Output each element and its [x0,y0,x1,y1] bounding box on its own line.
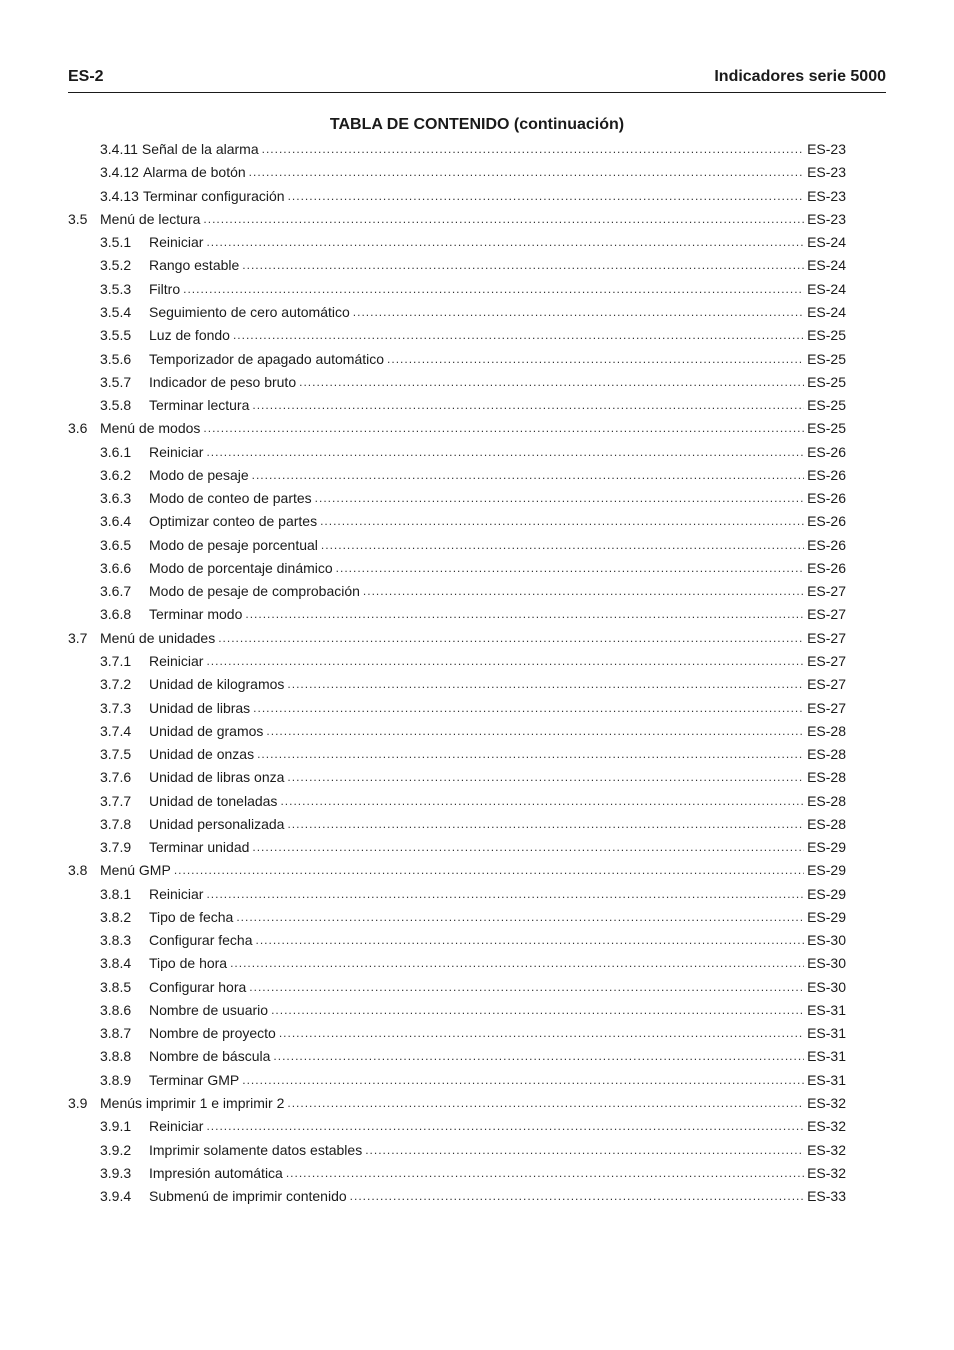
toc-entry [68,138,846,161]
toc-entry-label: Modo de pesaje porcentual [149,536,318,553]
dot-leader [203,417,804,440]
toc-entry [68,696,846,719]
toc-entry [68,440,846,463]
toc-entry-number: 3.7.3 [100,699,132,716]
toc-entry-page: ES-30 [807,932,846,949]
toc-entry-page: ES-25 [807,397,846,414]
toc-entry [68,1069,846,1092]
toc-entry-label: Unidad de toneladas [149,792,278,809]
dot-leader [249,976,804,999]
dot-leader [350,1185,804,1208]
toc-entry-page: ES-27 [807,676,846,693]
dot-leader [287,1092,804,1115]
toc-entry-label: Señal de la alarma [141,141,259,158]
toc-entry-label: Luz de fondo [149,327,230,344]
dot-leader [273,1045,804,1068]
dot-leader [218,627,804,650]
toc-entry-page: ES-23 [807,164,846,181]
toc-entry-label: Terminar lectura [149,397,250,414]
toc-entry [68,789,846,812]
dot-leader [183,278,804,301]
toc-entry-number: 3.6.8 [100,606,132,623]
dot-leader [206,650,804,673]
toc-entry [68,836,846,859]
toc-entry-number: 3.7.4 [100,722,132,739]
toc-entry [68,464,846,487]
toc-entry-page: ES-27 [807,629,846,646]
dot-leader [245,603,804,626]
toc-entry [68,673,846,696]
toc-entry [68,580,846,603]
dot-leader [174,859,804,882]
toc-entry-number: 3.7.6 [100,769,132,786]
toc-entry-page: ES-29 [807,862,846,879]
page-header [68,66,886,93]
toc-entry-number: 3.6.4 [100,513,132,530]
toc-entry [68,976,846,999]
toc-entry-label: Unidad personalizada [149,815,285,832]
table-of-contents [68,138,846,1208]
dot-leader [233,324,804,347]
toc-entry-page: ES-24 [807,303,846,320]
toc-entry-page: ES-28 [807,722,846,739]
toc-entry-page: ES-32 [807,1118,846,1135]
toc-entry-label: Configurar hora [149,978,247,995]
dot-leader [256,929,805,952]
dot-leader [230,952,804,975]
toc-entry-page: ES-24 [807,280,846,297]
toc-entry-page: ES-23 [807,141,846,158]
toc-entry-label: Rango estable [149,257,240,274]
dot-leader [253,697,804,720]
toc-entry-number: 3.8.8 [100,1048,132,1065]
dot-leader [257,743,804,766]
toc-entry-label: Menú de lectura [100,210,201,227]
toc-entry-page: ES-24 [807,234,846,251]
toc-entry [68,766,846,789]
toc-entry-number: 3.4.12 [100,164,139,181]
toc-entry-label: Unidad de libras onza [149,769,285,786]
toc-entry [68,906,846,929]
toc-entry-number: 3.6.1 [100,443,132,460]
toc-entry-number: 3.9.3 [100,1164,132,1181]
toc-entry-label: Tipo de hora [149,955,228,972]
dot-leader [353,301,804,324]
dot-leader [236,906,804,929]
toc-entry-number: 3.5.2 [100,257,132,274]
dot-leader [321,534,804,557]
toc-entry-number: 3.8.2 [100,908,132,925]
dot-leader [249,161,804,184]
dot-leader [363,580,804,603]
dot-leader [262,138,804,161]
toc-entry [68,371,846,394]
toc-entry-number: 3.8.9 [100,1071,132,1088]
toc-entry-number: 3.6.6 [100,559,132,576]
toc-entry-page: ES-33 [807,1188,846,1205]
dot-leader [315,487,804,510]
toc-entry-number: 3.7.9 [100,839,132,856]
toc-entry [68,952,846,975]
toc-entry [68,627,846,650]
toc-entry-page: ES-29 [807,839,846,856]
dot-leader [286,1162,804,1185]
toc-entry-number: 3.6.5 [100,536,132,553]
toc-entry-page: ES-27 [807,606,846,623]
toc-entry [68,254,846,277]
toc-entry-label: Reiniciar [149,1118,204,1135]
dot-leader [206,1115,804,1138]
dot-leader [203,208,804,231]
toc-entry-label: Seguimiento de cero automático [149,303,350,320]
toc-entry-label: Reiniciar [149,885,204,902]
toc-entry [68,324,846,347]
toc-entry-number: 3.7.7 [100,792,132,809]
dot-leader [206,231,804,254]
document-title: Indicadores serie 5000 [714,68,886,85]
toc-entry-label: Unidad de libras [149,699,251,716]
toc-entry-label: Reiniciar [149,443,204,460]
dot-leader [279,1022,804,1045]
toc-entry-number: 3.7 [68,629,88,646]
toc-entry-number: 3.5.7 [100,373,132,390]
toc-entry-number: 3.7.5 [100,746,132,763]
dot-leader [242,1069,804,1092]
toc-entry-label: Menú de unidades [100,629,216,646]
toc-entry-page: ES-26 [807,536,846,553]
toc-entry-page: ES-30 [807,978,846,995]
toc-entry-number: 3.7.1 [100,652,132,669]
dot-leader [287,766,804,789]
toc-entry-label: Nombre de báscula [149,1048,271,1065]
toc-entry [68,650,846,673]
toc-entry-label: Submenú de imprimir contenido [149,1188,347,1205]
toc-entry [68,185,846,208]
toc-entry-page: ES-29 [807,885,846,902]
toc-entry-number: 3.4.13 [100,187,139,204]
dot-leader [271,999,804,1022]
toc-entry-page: ES-26 [807,513,846,530]
toc-entry [68,720,846,743]
toc-entry-number: 3.6.2 [100,466,132,483]
toc-entry-page: ES-26 [807,490,846,507]
dot-leader [365,1139,804,1162]
toc-entry-page: ES-27 [807,583,846,600]
toc-entry-number: 3.8.4 [100,955,132,972]
toc-entry-label: Optimizar conteo de partes [149,513,318,530]
toc-entry [68,557,846,580]
dot-leader [252,464,804,487]
toc-entry-page: ES-27 [807,699,846,716]
toc-entry-label: Modo de porcentaje dinámico [149,559,333,576]
toc-entry-number: 3.6 [68,420,88,437]
toc-entry-page: ES-26 [807,443,846,460]
toc-entry-label: Terminar GMP [149,1071,240,1088]
dot-leader [299,371,804,394]
toc-entry-label: Reiniciar [149,652,204,669]
toc-entry-number: 3.4.11 [100,141,138,158]
toc-entry-page: ES-31 [807,1025,846,1042]
toc-entry-page: ES-28 [807,746,846,763]
toc-entry [68,1092,846,1115]
toc-entry [68,603,846,626]
toc-entry-page: ES-25 [807,420,846,437]
toc-entry-page: ES-32 [807,1164,846,1181]
toc-entry-number: 3.5.3 [100,280,132,297]
toc-entry-label: Tipo de fecha [149,908,234,925]
toc-entry-label: Indicador de peso bruto [149,373,297,390]
toc-entry-label: Menús imprimir 1 e imprimir 2 [100,1095,285,1112]
toc-entry-label: Menú GMP [100,862,171,879]
toc-entry-label: Terminar unidad [149,839,250,856]
toc-entry-label: Terminar configuración [142,187,285,204]
toc-entry-number: 3.5.1 [100,234,132,251]
toc-entry-page: ES-28 [807,815,846,832]
toc-entry [68,1185,846,1208]
dot-leader [266,720,804,743]
toc-entry [68,1138,846,1161]
toc-entry-label: Nombre de usuario [149,1001,269,1018]
toc-entry-page: ES-28 [807,769,846,786]
toc-entry [68,1162,846,1185]
toc-entry-label: Unidad de onzas [149,746,255,763]
toc-entry-label: Temporizador de apagado automático [149,350,385,367]
toc-entry-page: ES-32 [807,1141,846,1158]
toc-entry-number: 3.8 [68,862,88,879]
toc-entry-number: 3.5.8 [100,397,132,414]
toc-entry-label: Unidad de gramos [149,722,264,739]
toc-entry [68,859,846,882]
toc-entry-label: Filtro [149,280,181,297]
toc-entry [68,534,846,557]
toc-entry [68,301,846,324]
dot-leader [287,813,804,836]
toc-entry-page: ES-25 [807,327,846,344]
toc-entry-label: Configurar fecha [149,932,253,949]
dot-leader [336,557,804,580]
toc-entry-number: 3.7.2 [100,676,132,693]
toc-entry-page: ES-24 [807,257,846,274]
toc-entry [68,278,846,301]
toc-entry [68,929,846,952]
toc-entry-number: 3.9 [68,1095,88,1112]
toc-entry-number: 3.9.4 [100,1188,132,1205]
toc-entry-number: 3.8.7 [100,1025,132,1042]
toc-entry [68,999,846,1022]
toc-entry [68,231,846,254]
toc-entry-page: ES-23 [807,187,846,204]
toc-entry-page: ES-30 [807,955,846,972]
toc-entry [68,1045,846,1068]
toc-entry-number: 3.7.8 [100,815,132,832]
toc-entry-label: Modo de pesaje [149,466,249,483]
toc-entry-label: Terminar modo [149,606,243,623]
toc-entry [68,394,846,417]
toc-entry-page: ES-31 [807,1048,846,1065]
toc-entry-page: ES-31 [807,1071,846,1088]
page-number: ES-2 [68,68,104,85]
toc-entry-label: Alarma de botón [142,164,246,181]
toc-entry [68,813,846,836]
toc-entry-page: ES-29 [807,908,846,925]
toc-entry [68,487,846,510]
toc-entry-number: 3.5.6 [100,350,132,367]
dot-leader [280,790,804,813]
toc-entry [68,417,846,440]
toc-entry-number: 3.5 [68,210,88,227]
toc-entry-number: 3.5.4 [100,303,132,320]
dot-leader [206,883,804,906]
dot-leader [252,394,804,417]
toc-entry-label: Impresión automática [149,1164,283,1181]
dot-leader [288,185,805,208]
toc-entry-page: ES-26 [807,559,846,576]
toc-entry [68,347,846,370]
toc-entry-number: 3.8.5 [100,978,132,995]
toc-entry-label: Reiniciar [149,234,204,251]
dot-leader [252,836,804,859]
dot-leader [387,348,804,371]
toc-entry-page: ES-25 [807,350,846,367]
dot-leader [242,254,804,277]
toc-entry-number: 3.8.1 [100,885,132,902]
toc-entry-number: 3.6.7 [100,583,132,600]
toc-entry-number: 3.5.5 [100,327,132,344]
toc-entry [68,161,846,184]
toc-entry-label: Imprimir solamente datos estables [149,1141,363,1158]
toc-entry-page: ES-26 [807,466,846,483]
toc-entry-number: 3.8.3 [100,932,132,949]
toc-entry-label: Unidad de kilogramos [149,676,285,693]
toc-entry-number: 3.8.6 [100,1001,132,1018]
toc-entry [68,208,846,231]
toc-title: TABLA DE CONTENIDO (continuación) [329,116,625,133]
toc-entry-number: 3.9.2 [100,1141,132,1158]
dot-leader [206,441,804,464]
toc-entry-label: Menú de modos [100,420,201,437]
toc-entry [68,743,846,766]
toc-entry [68,883,846,906]
toc-entry-number: 3.6.3 [100,490,132,507]
dot-leader [320,510,804,533]
toc-entry [68,510,846,533]
toc-entry [68,1022,846,1045]
toc-entry-label: Modo de pesaje de comprobación [149,583,360,600]
toc-entry-page: ES-32 [807,1095,846,1112]
toc-entry-number: 3.9.1 [100,1118,132,1135]
toc-entry-page: ES-27 [807,652,846,669]
toc-entry-page: ES-23 [807,210,846,227]
dot-leader [287,673,804,696]
toc-entry [68,1115,846,1138]
toc-entry-page: ES-31 [807,1001,846,1018]
toc-entry-label: Nombre de proyecto [149,1025,276,1042]
toc-entry-page: ES-28 [807,792,846,809]
toc-entry-label: Modo de conteo de partes [149,490,312,507]
toc-entry-page: ES-25 [807,373,846,390]
